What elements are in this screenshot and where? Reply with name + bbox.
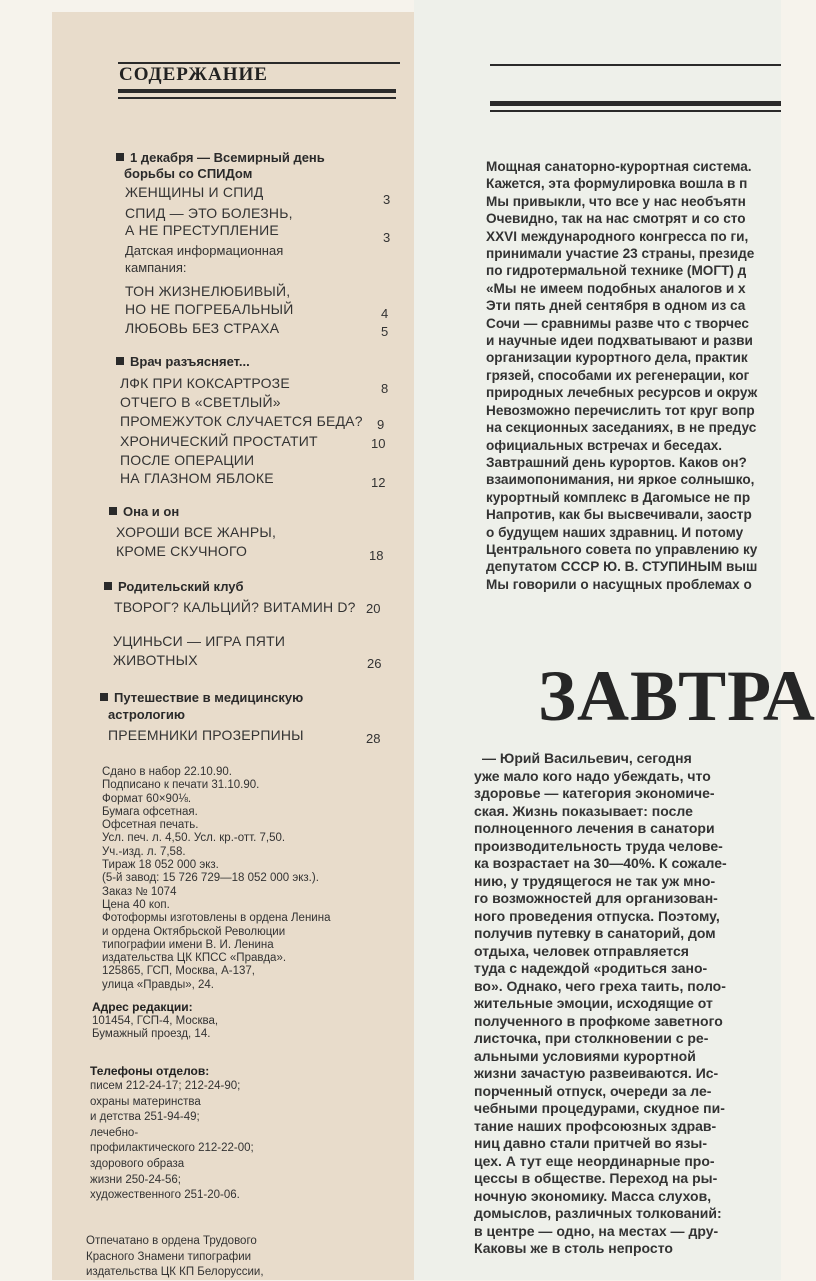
imprint-line: типографии имени В. И. Ленина bbox=[102, 938, 274, 951]
imprint-line: издательства ЦК КПСС «Правда». bbox=[102, 952, 287, 965]
toc-entry-lfk-coxarthrosis: ЛФК ПРИ КОКСАРТРОЗЕ bbox=[120, 375, 290, 391]
body-line: ночную экономику. Масса слухов, bbox=[474, 1187, 712, 1204]
imprint-line: улица «Правды», 24. bbox=[102, 978, 214, 991]
body-line: ка возрастает на 30—40%. К сожале- bbox=[474, 855, 727, 871]
body-line: полноценного лечения в санатори bbox=[474, 820, 715, 836]
bullet-square-icon bbox=[104, 582, 112, 590]
intro-line: «Мы не имеем подобных аналогов и х bbox=[486, 280, 746, 296]
body-line: го возможностей для организован- bbox=[474, 890, 718, 906]
phone-line: и детства 251-94-49; bbox=[90, 1111, 200, 1124]
intro-line: Мощная санаторно-курортная система. bbox=[486, 159, 752, 174]
body-line: ская. Жизнь показывает: после bbox=[474, 802, 693, 819]
imprint-line: Усл. печ. л. 4,50. Усл. кр.-отт. 7,50. bbox=[102, 832, 286, 845]
toc-page-number: 4 bbox=[381, 306, 389, 321]
toc-entry-eye-surgery: ПОСЛЕ ОПЕРАЦИИ bbox=[120, 452, 255, 468]
phone-line: профилактического 212-22-00; bbox=[90, 1142, 254, 1155]
body-line: отдыха, человек отправляется bbox=[474, 942, 689, 959]
body-line: листочка, при столкновении с ре- bbox=[474, 1030, 709, 1046]
toc-page-number: 20 bbox=[366, 601, 381, 616]
phone-line: здорового образа bbox=[90, 1157, 185, 1170]
imprint-line: 125865, ГСП, Москва, А-137, bbox=[102, 965, 255, 978]
body-line: Каковы же в столь непросто bbox=[474, 1240, 673, 1256]
bullet-square-icon bbox=[100, 693, 108, 701]
intro-line: грязей, способами их регенерации, ког bbox=[486, 367, 750, 383]
intro-line: природных лечебных ресурсов и окруж bbox=[486, 385, 758, 401]
toc-page-number: 9 bbox=[377, 417, 385, 432]
body-line: в центре — одно, на местах — дру- bbox=[474, 1222, 719, 1239]
section-heading-parents-club: Родительский клуб bbox=[104, 579, 244, 594]
intro-line: Сочи — сравнимы разве что с творчес bbox=[486, 315, 749, 331]
contents-title: СОДЕРЖАНИЕ bbox=[119, 64, 268, 85]
intro-line: организации курортного дела, практик bbox=[486, 350, 748, 366]
article-body bbox=[474, 750, 727, 1258]
toc-entry-danish-campaign-line2: кампания: bbox=[125, 260, 187, 275]
toc-entry-proserpina-successors: ПРЕЕМНИКИ ПРОЗЕРПИНЫ bbox=[108, 727, 304, 743]
imprint-line: Заказ № 1074 bbox=[102, 885, 177, 898]
phones-block bbox=[90, 1079, 254, 1204]
body-line: домыслов, различных толкований: bbox=[474, 1205, 722, 1221]
address-line: 101454, ГСП-4, Москва, bbox=[92, 1015, 219, 1027]
section-heading-doctor-explains: Врач разъясняет... bbox=[116, 354, 250, 369]
imprint-line: Офсетная печать. bbox=[102, 819, 199, 832]
toc-page-number: 5 bbox=[381, 324, 389, 339]
bullet-square-icon bbox=[116, 153, 124, 161]
intro-line: Завтрашний день курортов. Каков он? bbox=[486, 454, 747, 470]
intro-line: XXVI международного конгресса по ги, bbox=[486, 228, 749, 244]
intro-line: Кажется, эта формулировка вошла в п bbox=[486, 176, 748, 192]
phone-line: художественного 251-20-06. bbox=[90, 1189, 240, 1202]
body-line: туда с надеждой «родиться зано- bbox=[474, 960, 708, 976]
toc-entry-aids-disease-line2: А НЕ ПРЕСТУПЛЕНИЕ bbox=[125, 222, 279, 238]
article-rule-top bbox=[490, 64, 781, 66]
address-block bbox=[92, 1015, 218, 1042]
intro-line: Напротив, как бы высвечивали, заостр bbox=[486, 507, 752, 523]
address-heading: Адрес редакции: bbox=[92, 1000, 193, 1014]
section-heading-medical-astrology: Путешествие в медицинскую bbox=[100, 690, 303, 705]
body-line: производительность труда челове- bbox=[474, 837, 723, 854]
imprint-line: (5-й завод: 15 726 729—18 052 000 экз.). bbox=[102, 872, 319, 885]
imprint-block bbox=[102, 766, 330, 992]
toc-page-number: 3 bbox=[383, 230, 391, 245]
printing-line: издательства ЦК КП Белоруссии, bbox=[86, 1266, 264, 1278]
body-line: ного проведения отпуска. Поэтому, bbox=[474, 907, 720, 924]
toc-page-number: 12 bbox=[371, 475, 386, 490]
body-line: получив путевку в санаторий, дом bbox=[474, 925, 716, 941]
body-line: порченный отпуск, очереди за ле- bbox=[474, 1082, 712, 1099]
intro-line: Мы привыкли, что все у нас необъятн bbox=[486, 193, 746, 209]
intro-line: взаимопонимания, ни яркое солнышко, bbox=[486, 472, 755, 488]
contents-title-rule-mid bbox=[118, 89, 396, 93]
bullet-square-icon bbox=[116, 357, 124, 365]
body-line: цессы в обществе. Переход на ры- bbox=[474, 1170, 718, 1186]
body-line: ниц давно стали притчей во язы- bbox=[474, 1135, 708, 1151]
toc-page-number: 10 bbox=[371, 436, 386, 451]
intro-line: и научные идеи подхватывают и разви bbox=[486, 333, 753, 349]
intro-line: Эти пять дней сентября в одном из са bbox=[486, 298, 746, 314]
toc-entry-life-loving-tone-line2: НО НЕ ПОГРЕБАЛЬНЫЙ bbox=[125, 301, 294, 317]
toc-entry-life-loving-tone: ТОН ЖИЗНЕЛЮБИВЫЙ, bbox=[125, 283, 291, 299]
toc-page-number: 26 bbox=[367, 656, 382, 671]
toc-page-number: 18 bbox=[369, 548, 384, 563]
toc-page-number: 28 bbox=[366, 731, 381, 746]
toc-entry-women-aids: ЖЕНЩИНЫ И СПИД bbox=[125, 184, 264, 200]
imprint-line: Сдано в набор 22.10.90. bbox=[102, 766, 232, 778]
body-line: тание наших профсоюзных здрав- bbox=[474, 1117, 717, 1134]
body-line: во». Однако, чего греха таить, поло- bbox=[474, 977, 726, 994]
toc-entry-aids-disease: СПИД — ЭТО БОЛЕЗНЬ, bbox=[125, 205, 293, 221]
imprint-line: Тираж 18 052 000 экз. bbox=[102, 859, 219, 872]
address-line: Бумажный проезд, 14. bbox=[92, 1028, 211, 1041]
imprint-line: Формат 60×90⅛. bbox=[102, 792, 192, 805]
phone-line: жизни 250-24-56; bbox=[90, 1173, 181, 1186]
toc-entry-cottage-cheese: ТВОРОГ? КАЛЬЦИЙ? ВИТАМИН D? bbox=[114, 599, 356, 615]
contents-title-rule-top bbox=[118, 62, 400, 64]
imprint-line: Фотоформы изготовлены в ордена Ленина bbox=[102, 912, 331, 925]
toc-entry-light-interval: ОТЧЕГО В «СВЕТЛЫЙ» bbox=[120, 394, 281, 410]
bullet-square-icon bbox=[109, 507, 117, 515]
body-line: жизни зачастую развеиваются. Ис- bbox=[474, 1065, 719, 1081]
toc-page-number: 3 bbox=[383, 192, 391, 207]
intro-line: Центрального совета по управлению ку bbox=[486, 541, 758, 557]
body-line: здоровье — категория экономиче- bbox=[474, 785, 715, 801]
section-heading-she-and-he: Она и он bbox=[109, 504, 179, 519]
article-headline: ЗАВТРА bbox=[538, 656, 816, 736]
printing-line: Отпечатано в ордена Трудового bbox=[86, 1235, 257, 1247]
toc-entry-love-without-fear: ЛЮБОВЬ БЕЗ СТРАХА bbox=[125, 320, 280, 336]
toc-entry-all-genres-line2: КРОМЕ СКУЧНОГО bbox=[116, 543, 248, 559]
article-rule-thick bbox=[490, 101, 781, 106]
body-line: — Юрий Васильевич, сегодня bbox=[482, 750, 692, 766]
toc-entry-danish-campaign: Датская информационная bbox=[125, 243, 284, 258]
section-heading-medical-astrology-line2: астрологию bbox=[108, 707, 185, 722]
contents-title-rule-bottom bbox=[118, 97, 396, 99]
toc-entry-eye-surgery-line2: НА ГЛАЗНОМ ЯБЛОКЕ bbox=[120, 470, 274, 486]
toc-page-number: 8 bbox=[381, 381, 389, 396]
article-rule-bottom bbox=[490, 110, 781, 112]
imprint-line: и ордена Октябрьской Революции bbox=[102, 925, 286, 938]
phones-heading: Телефоны отделов: bbox=[90, 1064, 210, 1078]
intro-line: Мы говорили о насущных проблемах о bbox=[486, 576, 752, 592]
intro-line: на секционных заседаниях, в не предус bbox=[486, 420, 757, 436]
article-intro bbox=[486, 158, 757, 593]
body-line: полученного в профкоме заветного bbox=[474, 1012, 723, 1029]
phone-line: писем 212-24-17; 212-24-90; bbox=[90, 1080, 241, 1092]
body-line: жительные эмоции, исходящие от bbox=[474, 995, 713, 1011]
toc-entry-chronic-prostatitis: ХРОНИЧЕСКИЙ ПРОСТАТИТ bbox=[120, 433, 318, 449]
toc-entry-wuqinxi-line2: ЖИВОТНЫХ bbox=[113, 652, 198, 668]
printing-block bbox=[86, 1234, 264, 1281]
phone-line: охраны материнства bbox=[90, 1095, 201, 1108]
intro-line: Невозможно перечислить тот круг вопр bbox=[486, 402, 755, 418]
body-line: цех. А тут еще неординарные про- bbox=[474, 1152, 715, 1169]
intro-line: курортный комплекс в Дагомысе не пр bbox=[486, 489, 751, 505]
imprint-line: Цена 40 коп. bbox=[102, 898, 170, 911]
intro-line: Очевидно, так на нас смотрят и со сто bbox=[486, 211, 746, 227]
section-heading-aids-day: 1 декабря — Всемирный день bbox=[116, 150, 325, 165]
body-line: альными условиями курортной bbox=[474, 1047, 696, 1064]
body-line: уже мало кого надо убеждать, что bbox=[474, 767, 711, 784]
phone-line: лечебно- bbox=[90, 1126, 139, 1139]
imprint-line: Уч.-изд. л. 7,58. bbox=[102, 845, 186, 858]
printing-line: Красного Знамени типографии bbox=[86, 1250, 252, 1263]
body-line: нию, у трудящегося не так уж мно- bbox=[474, 872, 716, 889]
intro-line: по гидротермальной технике (МОГТ) д bbox=[486, 263, 747, 279]
body-line: чебными процедурами, скудное пи- bbox=[474, 1100, 725, 1116]
intro-line: о будущем наших здравниц. И потому bbox=[486, 524, 744, 540]
section-heading-aids-day-line2: борьбы со СПИДом bbox=[124, 166, 253, 181]
toc-entry-all-genres: ХОРОШИ ВСЕ ЖАНРЫ, bbox=[116, 524, 277, 540]
imprint-line: Подписано к печати 31.10.90. bbox=[102, 779, 260, 792]
toc-entry-light-interval-line2: ПРОМЕЖУТОК СЛУЧАЕТСЯ БЕДА? bbox=[120, 413, 363, 429]
imprint-line: Бумага офсетная. bbox=[102, 805, 198, 818]
toc-entry-wuqinxi: УЦИНЬСИ — ИГРА ПЯТИ bbox=[113, 633, 286, 649]
intro-line: официальных встречах и беседах. bbox=[486, 437, 723, 453]
intro-line: депутатом СССР Ю. В. СТУПИНЫМ выш bbox=[486, 559, 758, 575]
intro-line: принимали участие 23 страны, президе bbox=[486, 246, 755, 262]
